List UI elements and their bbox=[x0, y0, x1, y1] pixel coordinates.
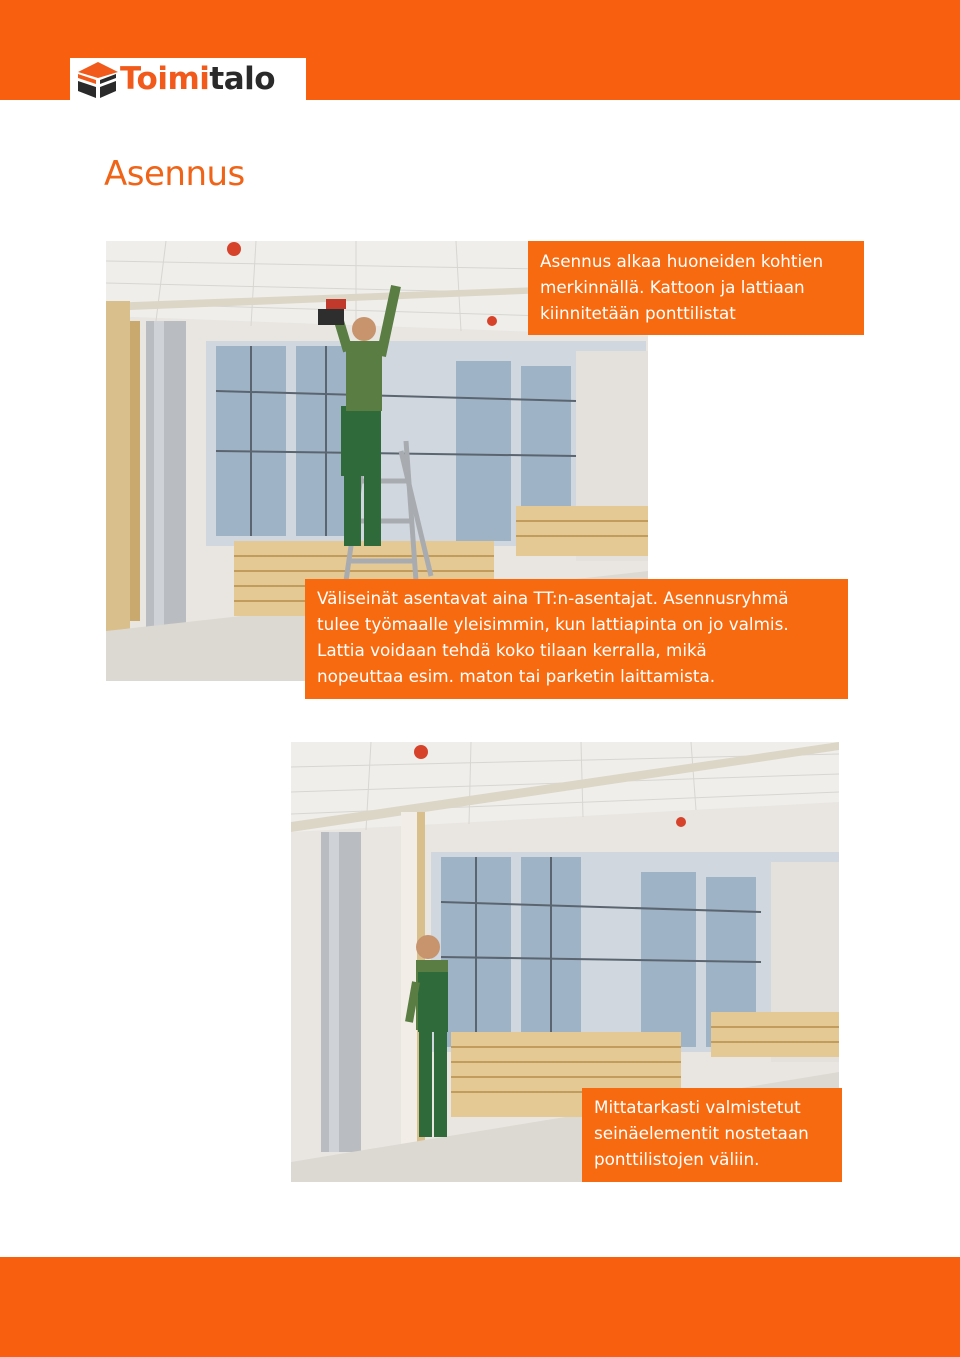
caption-line: Väliseinät asentavat aina TT:n-asentajat. Asennusryhmä bbox=[317, 588, 789, 608]
house-logo-icon bbox=[72, 58, 122, 100]
footer-bar bbox=[0, 1257, 960, 1357]
caption-wall-elements bbox=[582, 1088, 842, 1182]
caption-line: tulee työmaalle yleisimmin, kun lattiapinta on jo valmis. bbox=[317, 614, 789, 634]
company-logo bbox=[70, 58, 306, 100]
header-bar bbox=[0, 0, 960, 100]
caption-line: Asennus alkaa huoneiden kohtien bbox=[540, 251, 824, 271]
caption-line: nopeuttaa esim. maton tai parketin laittamista. bbox=[317, 666, 716, 686]
caption-marking bbox=[528, 241, 864, 335]
caption-line: merkinnällä. Kattoon ja lattiaan bbox=[540, 277, 805, 297]
caption-line: ponttilistojen väliin. bbox=[594, 1149, 760, 1169]
page-title: Asennus bbox=[104, 154, 245, 194]
caption-line: Mittatarkasti valmistetut bbox=[594, 1097, 801, 1117]
caption-line: seinäelementit nostetaan bbox=[594, 1123, 809, 1143]
caption-line: kiinnitetään ponttilistat bbox=[540, 303, 736, 323]
caption-line: Lattia voidaan tehdä koko tilaan kerralla, mikä bbox=[317, 640, 707, 660]
logo-wordmark: Toimitalo bbox=[120, 61, 276, 97]
caption-installers bbox=[305, 579, 848, 699]
